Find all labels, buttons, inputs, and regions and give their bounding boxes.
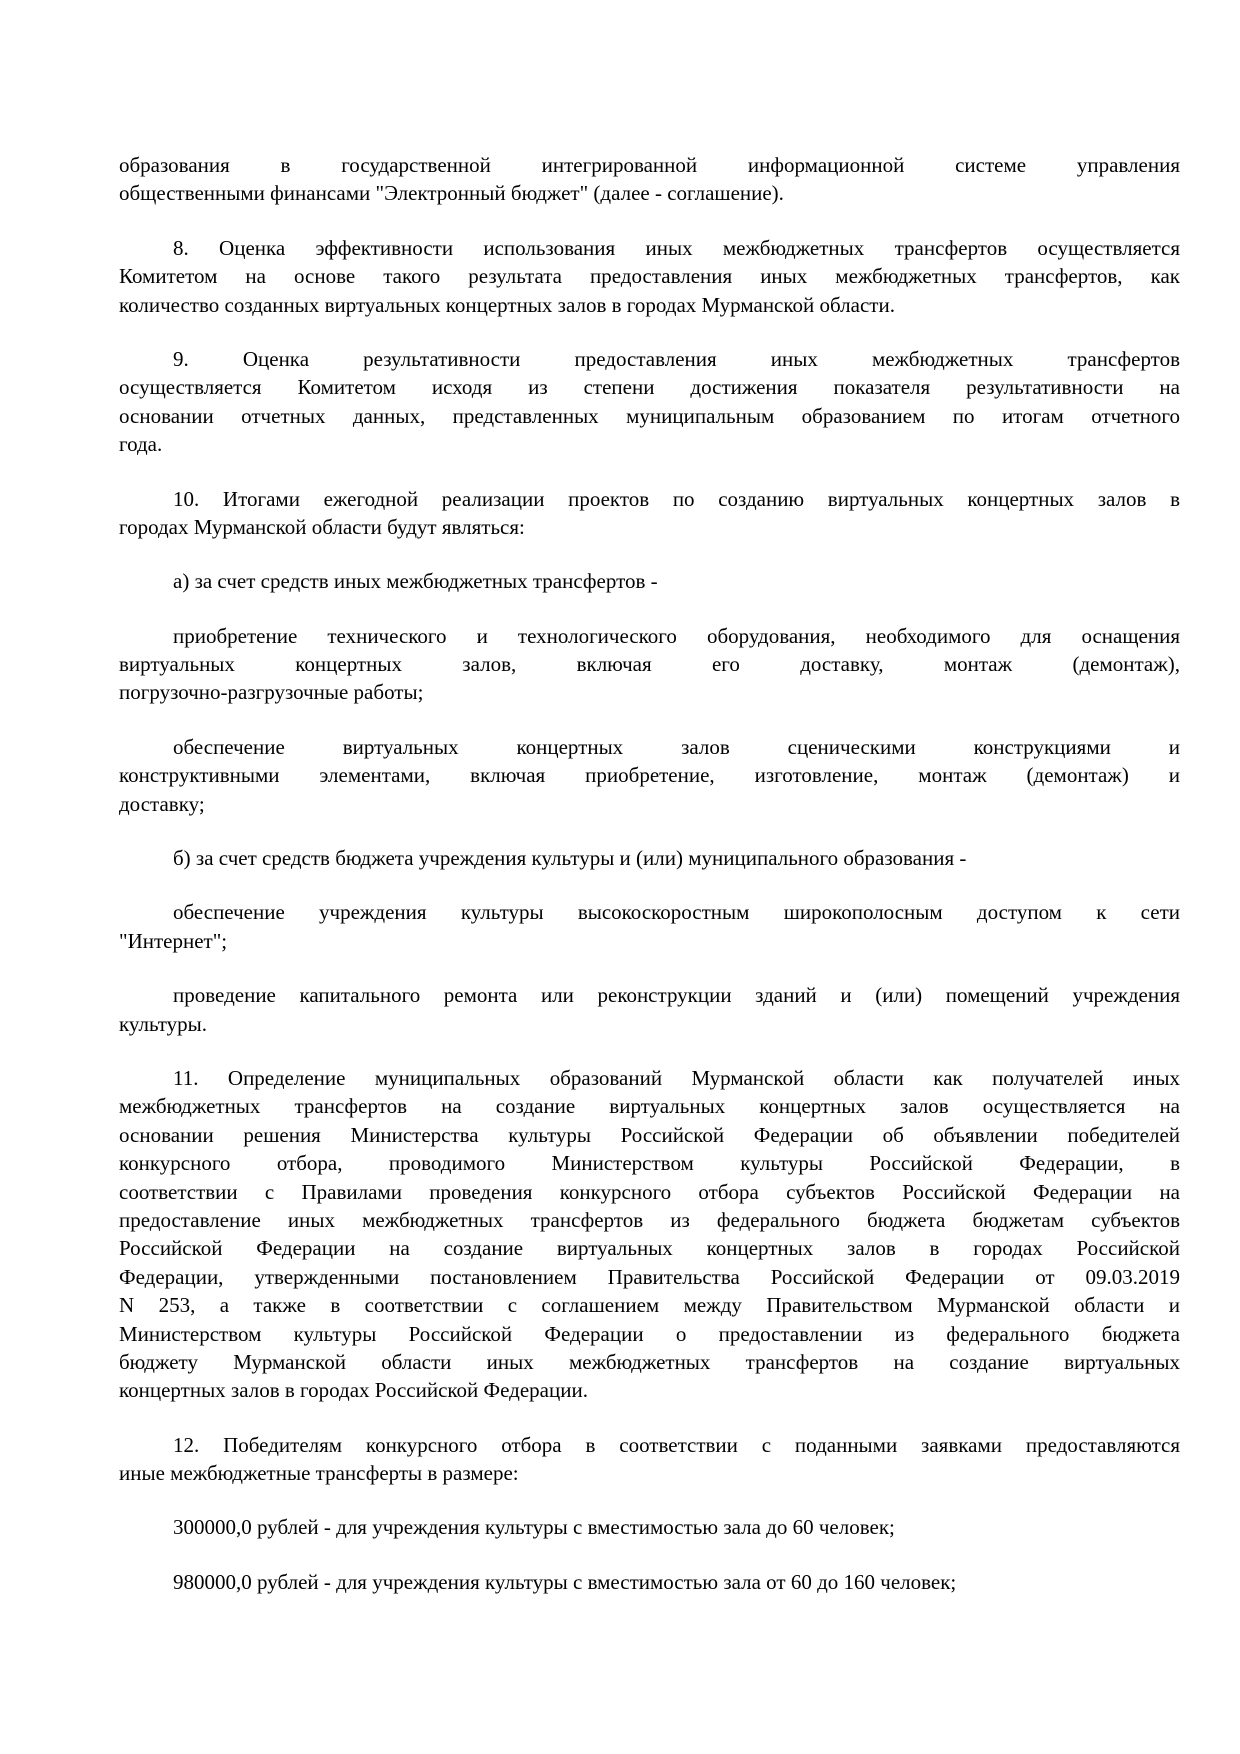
text-line: предоставление иных межбюджетных трансфертов из федерального бюджета бюджетам субъектов <box>119 1207 1180 1232</box>
paragraph <box>119 234 1180 319</box>
text-line: культуры. <box>119 1011 207 1036</box>
text-line: конструктивными элементами, включая приобретение, изготовление, монтаж (демонтаж) и <box>119 763 1180 788</box>
text-line: образования в государственной интегрированной информационной системе управления <box>119 153 1180 177</box>
paragraph <box>119 567 1180 595</box>
document-page <box>119 151 1180 1622</box>
text-line: года. <box>119 432 163 457</box>
text-line: N 253, а также в соответствии с соглашением между Правительством Мурманской области и <box>119 1293 1180 1318</box>
text-line: 12. Победителям конкурсного отбора в соответствии с поданными заявками предоставляются <box>173 1432 1180 1457</box>
text-line: виртуальных концертных залов, включая его доставку, монтаж (демонтаж), <box>119 652 1180 677</box>
text-line: приобретение технического и технологического оборудования, необходимого для оснащения <box>173 623 1180 648</box>
text-line: а) за счет средств иных межбюджетных трансфертов - <box>173 569 658 594</box>
text-line: 11. Определение муниципальных образований Мурманской области как получателей иных <box>173 1065 1180 1090</box>
text-line: межбюджетных трансфертов на создание виртуальных концертных залов осуществляется на <box>119 1094 1180 1119</box>
text-line: Федерации, утвержденными постановлением Правительства Российской Федерации от 09.03.2019 <box>119 1264 1180 1289</box>
paragraph <box>119 485 1180 542</box>
text-line: доставку; <box>119 791 205 816</box>
text-line: основании отчетных данных, представленных муниципальным образованием по итогам отчетного <box>119 403 1180 428</box>
text-line: 8. Оценка эффективности использования иных межбюджетных трансфертов осуществляется <box>173 235 1180 260</box>
text-line: городах Мурманской области будут являться: <box>119 514 525 539</box>
text-line: конкурсного отбора, проводимого Министерством культуры Российской Федерации, в <box>119 1151 1180 1176</box>
text-line: Российской Федерации на создание виртуальных концертных залов в городах Российской <box>119 1236 1180 1261</box>
text-line: 10. Итогами ежегодной реализации проектов по созданию виртуальных концертных залов в <box>173 486 1180 511</box>
text-line: количество созданных виртуальных концертных залов в городах Мурманской области. <box>119 292 895 317</box>
paragraph <box>119 733 1180 818</box>
text-line: 980000,0 рублей - для учреждения культуры с вместимостью зала от 60 до 160 человек; <box>173 1569 957 1594</box>
text-line: погрузочно-разгрузочные работы; <box>119 680 424 705</box>
text-line: осуществляется Комитетом исходя из степени достижения показателя результативности на <box>119 375 1180 400</box>
text-line: соответствии с Правилами проведения конкурсного отбора субъектов Российской Федерации на <box>119 1179 1180 1204</box>
text-line: б) за счет средств бюджета учреждения культуры и (или) муниципального образования - <box>173 846 967 871</box>
paragraph <box>119 1568 1180 1596</box>
text-line: бюджету Мурманской области иных межбюджетных трансфертов на создание виртуальных <box>119 1349 1180 1374</box>
text-line: "Интернет"; <box>119 928 228 953</box>
paragraph <box>119 345 1180 459</box>
text-line: концертных залов в городах Российской Федерации. <box>119 1378 588 1403</box>
text-line: Комитетом на основе такого результата предоставления иных межбюджетных трансфертов, как <box>119 264 1180 289</box>
text-line: обеспечение учреждения культуры высокоскоростным широкополосным доступом к сети <box>173 900 1180 925</box>
paragraph <box>119 898 1180 955</box>
paragraph <box>119 844 1180 872</box>
paragraph <box>119 151 1180 208</box>
text-line: обеспечение виртуальных концертных залов сценическими конструкциями и <box>173 734 1180 759</box>
text-line: основании решения Министерства культуры Российской Федерации об объявлении победителей <box>119 1122 1180 1147</box>
text-line: иные межбюджетные трансферты в размере: <box>119 1461 519 1486</box>
paragraph <box>119 1513 1180 1541</box>
paragraph <box>119 1431 1180 1488</box>
paragraph <box>119 1064 1180 1405</box>
paragraph <box>119 622 1180 707</box>
text-line: 300000,0 рублей - для учреждения культуры с вместимостью зала до 60 человек; <box>173 1515 895 1540</box>
paragraph <box>119 981 1180 1038</box>
text-line: Министерством культуры Российской Федерации о предоставлении из федерального бюджета <box>119 1321 1180 1346</box>
text-line: общественными финансами "Электронный бюджет" (далее - соглашение). <box>119 181 784 206</box>
text-line: проведение капитального ремонта или реконструкции зданий и (или) помещений учреждения <box>173 983 1180 1008</box>
text-line: 9. Оценка результативности предоставления иных межбюджетных трансфертов <box>173 346 1180 371</box>
